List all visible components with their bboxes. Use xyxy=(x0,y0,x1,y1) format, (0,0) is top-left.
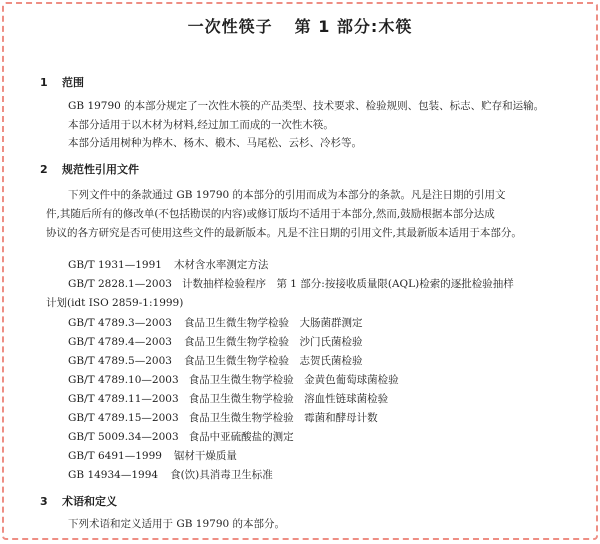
section-1-line: GB 19790 的本部分规定了一次性木筷的产品类型、技术要求、检验规则、包装、标志、贮存和运输。 xyxy=(68,100,545,112)
section-2-intro-line: 协议的各方研究是否可使用这些文件的最新版本。凡是不注日期的引用文件,其最新版本适用于本部分。 xyxy=(46,227,522,239)
section-3-title: 术语和定义 xyxy=(62,495,117,508)
reference-item xyxy=(68,336,362,349)
reference-title: 锯材干燥质量 xyxy=(173,450,237,462)
section-2-title: 规范性引用文件 xyxy=(62,163,139,176)
reference-item xyxy=(68,259,268,272)
reference-code: GB/T 4789.3—2003 xyxy=(68,317,172,329)
title-main: 一次性筷子 xyxy=(187,17,273,36)
reference-code: GB/T 4789.10—2003 xyxy=(68,374,179,386)
reference-item xyxy=(68,317,362,330)
reference-item xyxy=(68,393,388,406)
reference-item xyxy=(68,355,362,368)
reference-code: GB/T 4789.5—2003 xyxy=(68,355,172,367)
reference-code: GB/T 2828.1—2003 xyxy=(68,278,172,290)
reference-code: GB 14934—1994 xyxy=(68,469,159,481)
section-1-number: 1 xyxy=(40,76,48,89)
section-3-line: 下列术语和定义适用于 GB 19790 的本部分。 xyxy=(68,518,286,530)
reference-code: GB/T 4789.11—2003 xyxy=(68,393,179,405)
reference-title: 食品卫生微生物学检验 大肠菌群测定 xyxy=(183,317,363,329)
section-1-line: 本部分适用于以木材为材料,经过加工而成的一次性木筷。 xyxy=(68,119,334,131)
reference-title: 计数抽样检验程序 第 1 部分:按接收质量限(AQL)检索的逐批检验抽样 xyxy=(181,278,514,290)
reference-title: 木材含水率测定方法 xyxy=(173,259,269,271)
reference-title: 食品中亚硫酸盐的测定 xyxy=(188,431,294,443)
reference-item xyxy=(68,374,399,387)
reference-item xyxy=(68,469,273,482)
section-2-heading xyxy=(40,161,139,177)
section-1-title: 范围 xyxy=(62,76,84,89)
reference-item xyxy=(68,431,294,444)
reference-code: GB/T 6491—1999 xyxy=(68,450,162,462)
section-2-number: 2 xyxy=(40,163,48,176)
section-2-intro-line: 下列文件中的条款通过 GB 19790 的本部分的引用而成为本部分的条款。凡是注日期的引用文 xyxy=(68,189,506,201)
section-1-heading xyxy=(40,74,84,90)
reference-title: 食(饮)具消毒卫生标准 xyxy=(170,469,273,481)
reference-title: 食品卫生微生物学检验 霉菌和酵母计数 xyxy=(188,412,378,424)
section-3-number: 3 xyxy=(40,495,48,508)
reference-code: GB/T 5009.34—2003 xyxy=(68,431,179,443)
reference-continuation: 计划(idt ISO 2859-1:1999) xyxy=(46,297,184,309)
reference-item xyxy=(68,450,237,463)
reference-code: GB/T 1931—1991 xyxy=(68,259,162,271)
reference-title: 食品卫生微生物学检验 金黄色葡萄球菌检验 xyxy=(188,374,399,386)
section-1-line: 本部分适用树种为桦木、杨木、椴木、马尾松、云杉、冷杉等。 xyxy=(68,137,362,149)
reference-title: 食品卫生微生物学检验 溶血性链球菌检验 xyxy=(188,393,389,405)
reference-code: GB/T 4789.15—2003 xyxy=(68,412,179,424)
title-part: 第 1 部分:木筷 xyxy=(294,17,413,36)
reference-item xyxy=(68,412,378,425)
reference-code: GB/T 4789.4—2003 xyxy=(68,336,172,348)
document-title xyxy=(4,14,596,37)
section-3-heading xyxy=(40,493,117,509)
reference-item xyxy=(68,278,514,291)
section-2-intro-line: 件,其随后所有的修改单(不包括勘误的内容)或修订版均不适用于本部分,然而,鼓励根据本部分达成 xyxy=(46,208,495,220)
reference-title: 食品卫生微生物学检验 志贺氏菌检验 xyxy=(183,355,363,367)
document-page xyxy=(2,2,598,540)
reference-title: 食品卫生微生物学检验 沙门氏菌检验 xyxy=(183,336,363,348)
